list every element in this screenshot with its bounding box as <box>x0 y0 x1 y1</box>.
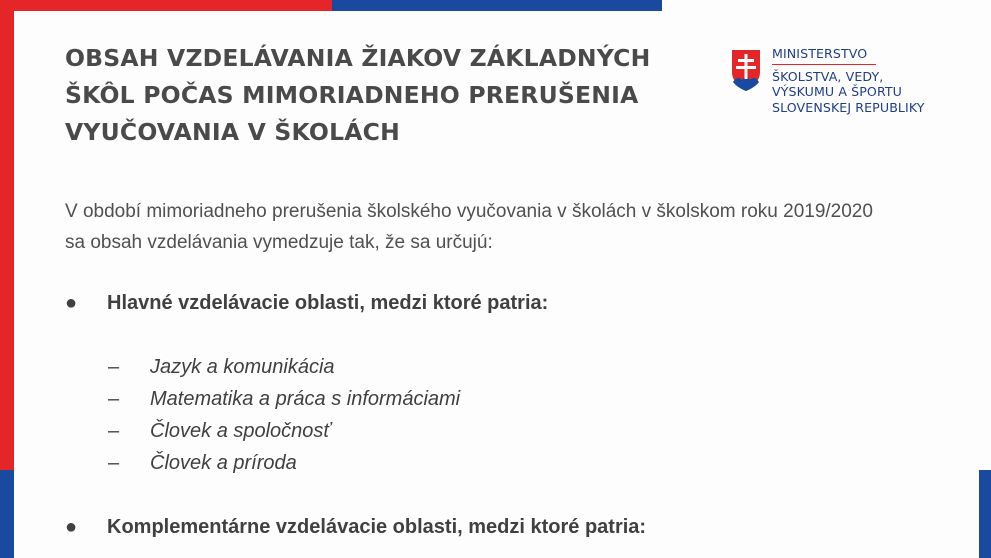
left-red-bar <box>0 0 14 470</box>
sub-item-text: Jazyk a komunikácia <box>150 356 335 378</box>
ministry-name <box>772 46 962 115</box>
logo-line-1: MINISTERSTVO <box>772 46 876 65</box>
right-blue-bar <box>979 470 991 558</box>
logo-line-2: ŠKOLSTVA, VEDY, <box>772 68 884 84</box>
left-blue-bar <box>0 470 14 558</box>
intro-paragraph: V období mimoriadneho prerušenia školského vyučovania v školách v školskom roku 2019/2020 sa obsah vzdelávania vymedzuje tak, že sa určujú: <box>65 201 873 253</box>
sub-item-marker: – <box>108 356 120 378</box>
bullet-marker: ● <box>65 516 78 538</box>
top-red-stripe <box>0 0 332 11</box>
bullet-marker: ● <box>65 292 78 314</box>
bullet-text: Hlavné vzdelávacie oblasti, medzi ktoré patria: <box>107 292 549 314</box>
sub-item-marker: – <box>108 452 120 474</box>
logo-line-3: VÝSKUMU A ŠPORTU <box>772 84 902 99</box>
slide-title: OBSAH VZDELÁVANIA ŽIAKOV ZÁKLADNÝCH ŠKÔL POČAS MIMORIADNEHO PRERUŠENIA VYUČOVANIA V ŠKOLÁCH <box>65 44 651 146</box>
sub-item-marker: – <box>108 388 120 410</box>
logo-line-4: SLOVENSKEJ REPUBLIKY <box>772 99 925 115</box>
ministry-logo <box>728 46 958 126</box>
sub-item-marker: – <box>108 420 120 442</box>
bullet-text: Komplementárne vzdelávacie oblasti, medzi ktoré patria: <box>107 516 647 538</box>
sub-item-text: Človek a spoločnosť <box>150 420 331 442</box>
sub-item-text: Matematika a práca s informáciami <box>150 388 461 410</box>
slovak-coat-of-arms-icon <box>728 46 764 94</box>
top-blue-stripe <box>332 0 662 11</box>
sub-item-text: Človek a príroda <box>150 452 297 474</box>
